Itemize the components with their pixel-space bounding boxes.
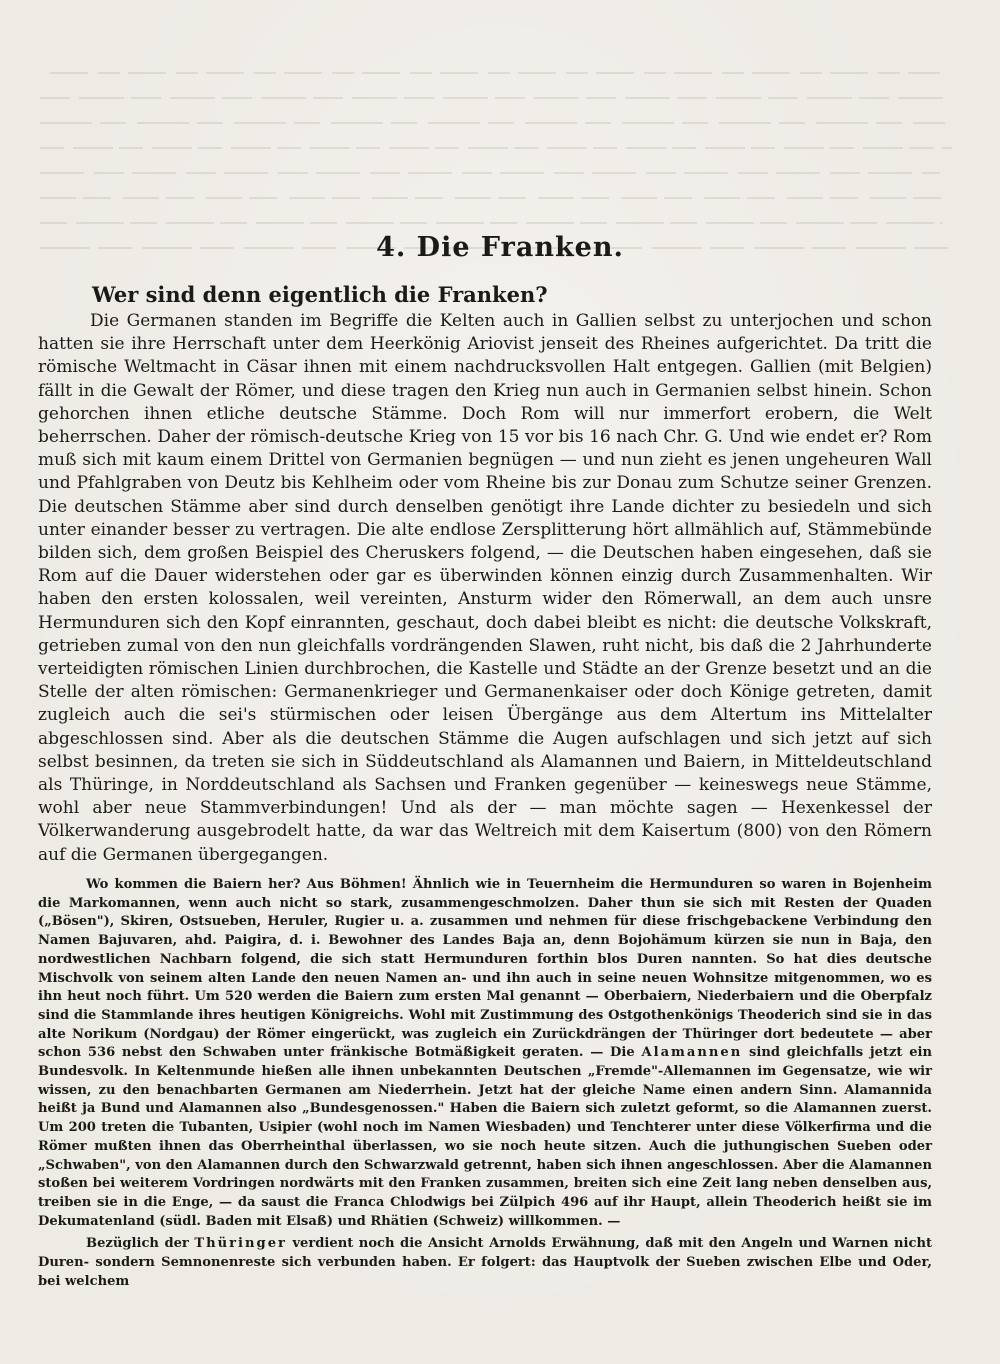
main-body xyxy=(38,310,932,867)
main-paragraph: Die Germanen standen im Begriffe die Kelten auch in Gallien selbst zu unterjochen und schon hatten sie ihre Herrschaft unter dem Heerkönig Ariovist jenseit des Rheines aufgerichtet. Da tritt die römische Weltmacht in Cäsar ihnen mit einem nachdrucksvollen Halt entgegen. Gallien (mit Belgien) fällt in die Gewalt der Römer, und diese tragen den Krieg nun auch in Germanien selbst hinein. Schon gehorchen ihnen etliche deutsche Stämme. Doch Rom will nur immerfort erobern, die Welt beherrschen. Daher der römisch-deutsche Krieg von 15 vor bis 16 nach Chr. G. Und wie endet er? Rom muß sich mit kaum einem Drittel von Germanien begnügen — und nun zieht es jenen ungeheuren Wall und Pfahlgraben von Deutz bis Kehlheim oder vom Rheine bis zur Donau zum Schutze seiner Grenzen. Die deutschen Stämme aber sind durch denselben genötigt ihre Lande dichter zu besiedeln und sich unter einander besser zu vertragen. Die alte endlose Zersplitterung hört allmählich auf, Stämmebünde bilden sich, dem großen Beispiel des Cheruskers folgend, — die Deutschen haben eingesehen, daß sie Rom auf die Dauer widerstehen oder gar es überwinden können einzig durch Zusammenhalten. Wir haben den ersten kolossalen, weil vereinten, Ansturm wider den Römerwall, an dem auch unsre Hermunduren sich den Kopf einrannten, geschaut, doch dabei bleibt es nicht: die deutsche Volkskraft, getrieben zumal von den nun gleichfalls vordrängenden Slawen, ruht nicht, bis daß die 2 Jahrhunderte verteidigten römischen Linien durchbrochen, die Kastelle und Städte an der Grenze besetzt und an die Stelle der alten römischen: Germanenkrieger und Germanenkaiser oder doch Könige getreten, damit zugleich auch die sei's stürmischen oder leisen Übergänge aus dem Altertum ins Mittelalter abgeschlossen sind. Aber als die deutschen Stämme die Augen aufschlagen und sich jetzt auf sich selbst besinnen, da treten sie sich in Süddeutschland als Alamannen und Baiern, in Mitteldeutschland als Thüringe, in Norddeutschland als Sachsen und Franken gegenüber — keineswegs neue Stämme, wohl aber neue Stammverbindungen! Und als der — man möchte sagen — Hexenkessel der Völkerwanderung ausgebrodelt hatte, da war das Weltreich mit dem Kaisertum (800) von den Römern auf die Germanen übergegangen. xyxy=(38,311,932,865)
footnote-paragraph-baiern xyxy=(38,876,932,1231)
footnote-block xyxy=(38,876,932,1291)
spaced-word-thueringer: Thüringer xyxy=(194,1236,287,1252)
footnote-text: verdient noch die Ansicht Arnolds Erwähnung, daß mit den Angeln und Warnen nicht Duren- sondern Semnonenreste sich verbunden haben. Er folgert: das Hauptvolk der Sueben zwischen Elbe und Oder, bei welchem xyxy=(38,1236,933,1289)
chapter-title: 4. Die Franken. xyxy=(376,232,624,263)
section-subtitle: Wer sind denn eigentlich die Franken? xyxy=(92,282,548,307)
spaced-word-alamannen: Alamannen xyxy=(641,1045,743,1061)
footnote-text: sind gleichfalls jetzt ein Bundesvolk. In Keltenmunde hießen alle ihnen unbekannten Deutschen „Fremde"-Allemannen im Gegensatze, wie wir wissen, zu den benachbarten Germanen am Niederrhein. Jetzt hat der gleiche Name einen andern Sinn. Alamannida heißt ja Bund und Alamannen also „Bundesgenossen." Haben die Baiern sich zuletzt geformt, so die Alamannen zuerst. Um 200 treten die Tubanten, Usipier (wohl noch im Namen Wiesbaden) und Tenchterer unter diese Völkerfirma und die Römer mußten ihnen das Oberrheinthal überlassen, wo sie noch heute sitzen. Auch die juthungischen Sueben oder „Schwaben", von den Alamannen durch den Schwarzwald getrennt, haben sich ihnen angeschlossen. Aber die Alamannen stoßen bei weiterem Vordringen nordwärts mit den Franken zusammen, breiten sich eine Zeit lang neben denselben aus, treiben sie in die Enge, — da saust die Franca Chlodwigs bei Zülpich 496 auf ihr Haupt, allein Theoderich heißt sie im Dekumatenland (südl. Baden mit Elsaß) und Rhätien (Schweiz) willkommen. — xyxy=(38,1045,933,1229)
footnote-text: Bezüglich der xyxy=(86,1236,189,1252)
footnote-text: Wo kommen die Baiern her? Aus Böhmen! Ähnlich wie in Teuernheim die Hermunduren so waren in Bojenheim die Markomannen, wenn auch nicht so stark, zusammengeschmolzen. Daher thun sie sich mit Resten der Quaden („Bösen"), Skiren, Ostsueben, Heruler, Rugier u. a. zusammen und nehmen für diese frischgebackene Verbindung den Namen Bajuvaren, ahd. Paigira, d. i. Bewohner des Landes Baja an, denn Bojohämum kürzen sie nun in Baja, den nordwestlichen Nachbarn folgend, die sich statt Hermunduren forthin blos Duren nannten. So hat dies deutsche Mischvolk von seinem alten Lande den neuen Namen an- und ihn auch in seine neuen Wohnsitze mitgenommen, wo es ihn heut noch führt. Um 520 werden die Baiern zum ersten Mal genannt — Oberbaiern, Niederbaiern und die Oberpfalz sind die Stammlande ihres heutigen Königreichs. Wohl mit Zustimmung des Ostgothenkönigs Theoderich sind sie in das alte Norikum (Nordgau) der Römer eingerückt, was zugleich ein Zurückdrängen der Thüringer dort bedeutete — aber schon 536 nebst den Schwaben unter fränkische Botmäßigkeit geraten. — Die xyxy=(38,877,932,1061)
footnote-paragraph-thueringer xyxy=(38,1235,932,1291)
